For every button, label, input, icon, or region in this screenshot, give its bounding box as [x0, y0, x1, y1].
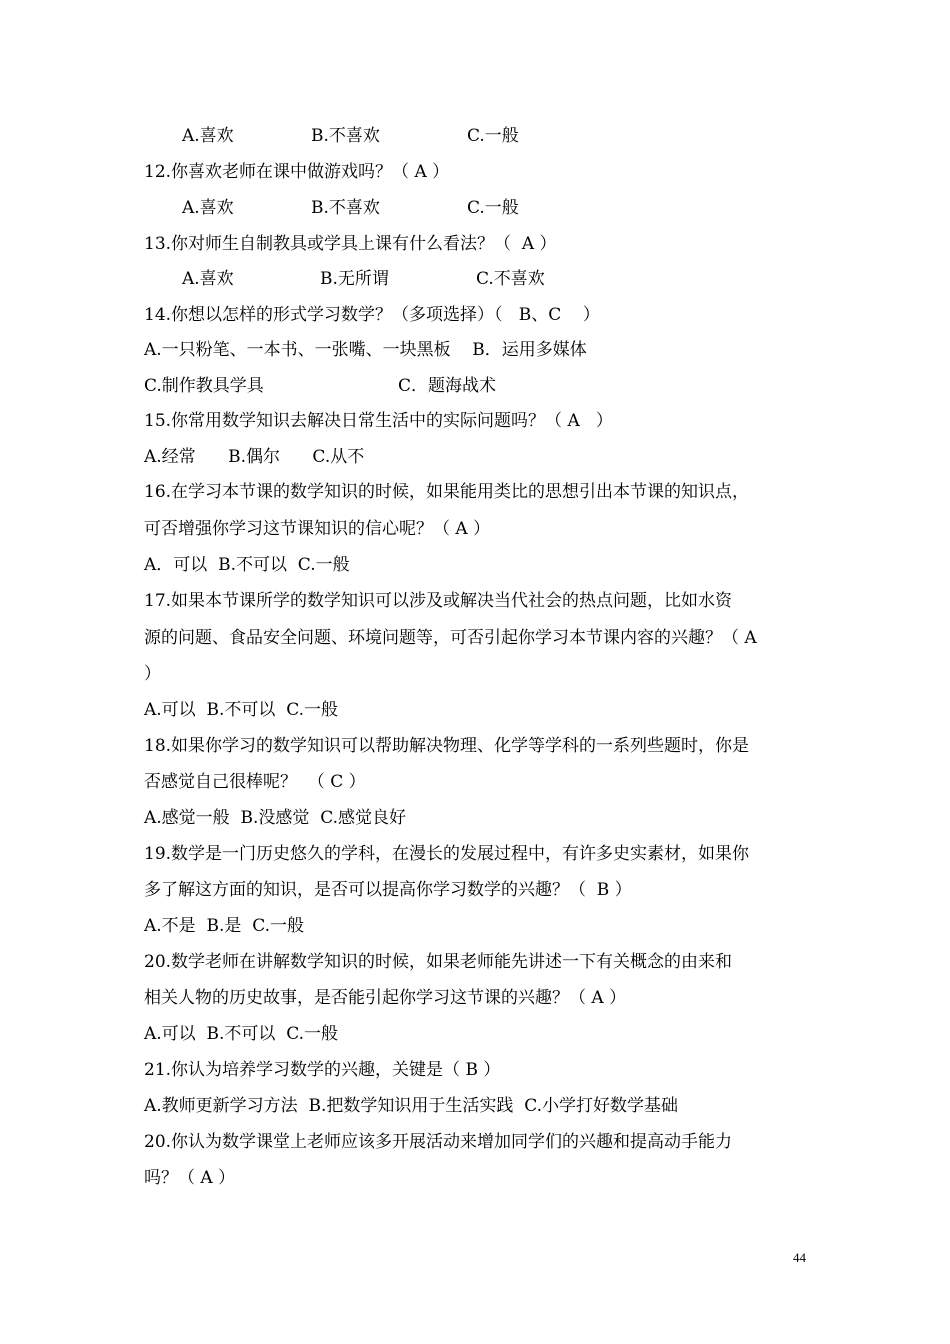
q17-question-line2: 源的问题、食品安全问题、环境问题等，可否引起你学习本节课内容的兴趣？（ A [144, 628, 757, 648]
q11-option-b: B.不喜欢 [311, 126, 380, 146]
q18-options: A.感觉一般 B.没感觉 C.感觉良好 [144, 808, 406, 828]
q19-question-line2: 多了解这方面的知识，是否可以提高你学习数学的兴趣？（ B ） [144, 880, 632, 900]
q12-question: 12.你喜欢老师在课中做游戏吗？（ A ） [144, 162, 450, 182]
q12-option-c: C.一般 [467, 198, 519, 218]
q16-options: A．可以 B.不可以 C.一般 [144, 555, 350, 575]
q16-question-line2: 可否增强你学习这节课知识的信心呢？（ A ） [144, 519, 491, 539]
q18-question-line2: 否感觉自己很棒呢？ （ C ） [144, 772, 366, 792]
q17-question-line1: 17.如果本节课所学的数学知识可以涉及或解决当代社会的热点问题，比如水资 [144, 591, 733, 611]
q12-option-a: A.喜欢 [182, 198, 234, 218]
q17-question-line3: ） [144, 664, 161, 684]
q13-option-a: A.喜欢 [182, 269, 234, 289]
q14-options-line1: A.一只粉笔、一本书、一张嘴、一块黑板 B．运用多媒体 [144, 340, 587, 360]
q13-question: 13.你对师生自制教具或学具上课有什么看法？（ A ） [144, 234, 557, 254]
q16-question-line1: 16.在学习本节课的数学知识的时候，如果能用类比的思想引出本节课的知识点， [144, 482, 750, 502]
q20-question-line2: 相关人物的历史故事，是否能引起你学习这节课的兴趣？（ A ） [144, 988, 627, 1008]
q15-question: 15.你常用数学知识去解决日常生活中的实际问题吗？（ A ） [144, 411, 613, 431]
q22-question-line1: 20.你认为数学课堂上老师应该多开展活动来增加同学们的兴趣和提高动手能力 [144, 1132, 733, 1152]
q21-options: A.教师更新学习方法 B.把数学知识用于生活实践 C.小学打好数学基础 [144, 1096, 678, 1116]
q17-options: A.可以 B.不可以 C.一般 [144, 700, 338, 720]
q13-option-c: C.不喜欢 [476, 269, 545, 289]
q20-options: A.可以 B.不可以 C.一般 [144, 1024, 338, 1044]
q18-question-line1: 18.如果你学习的数学知识可以帮助解决物理、化学等学科的一系列些题时，你是 [144, 736, 750, 756]
q15-options: A.经常 B.偶尔 C.从不 [144, 447, 365, 467]
q14-option-d: C．题海战术 [398, 376, 497, 396]
q20-question-line1: 20.数学老师在讲解数学知识的时候，如果老师能先讲述一下有关概念的由来和 [144, 952, 733, 972]
q22-question-line2: 吗？（ A ） [144, 1168, 236, 1188]
page-number: 44 [793, 1250, 806, 1265]
q11-option-c: C.一般 [467, 126, 519, 146]
q19-options: A.不是 B.是 C.一般 [144, 916, 304, 936]
q19-question-line1: 19.数学是一门历史悠久的学科，在漫长的发展过程中，有许多史实素材，如果你 [144, 844, 750, 864]
q12-option-b: B.不喜欢 [311, 198, 380, 218]
q13-option-b: B.无所谓 [320, 269, 389, 289]
q14-option-c: C.制作教具学具 [144, 376, 264, 396]
q21-question: 21.你认为培养学习数学的兴趣，关键是（ B ） [144, 1060, 501, 1080]
q11-option-a: A.喜欢 [182, 126, 234, 146]
q14-question: 14.你想以怎样的形式学习数学？（多项选择）（ B、C ） [144, 305, 600, 325]
